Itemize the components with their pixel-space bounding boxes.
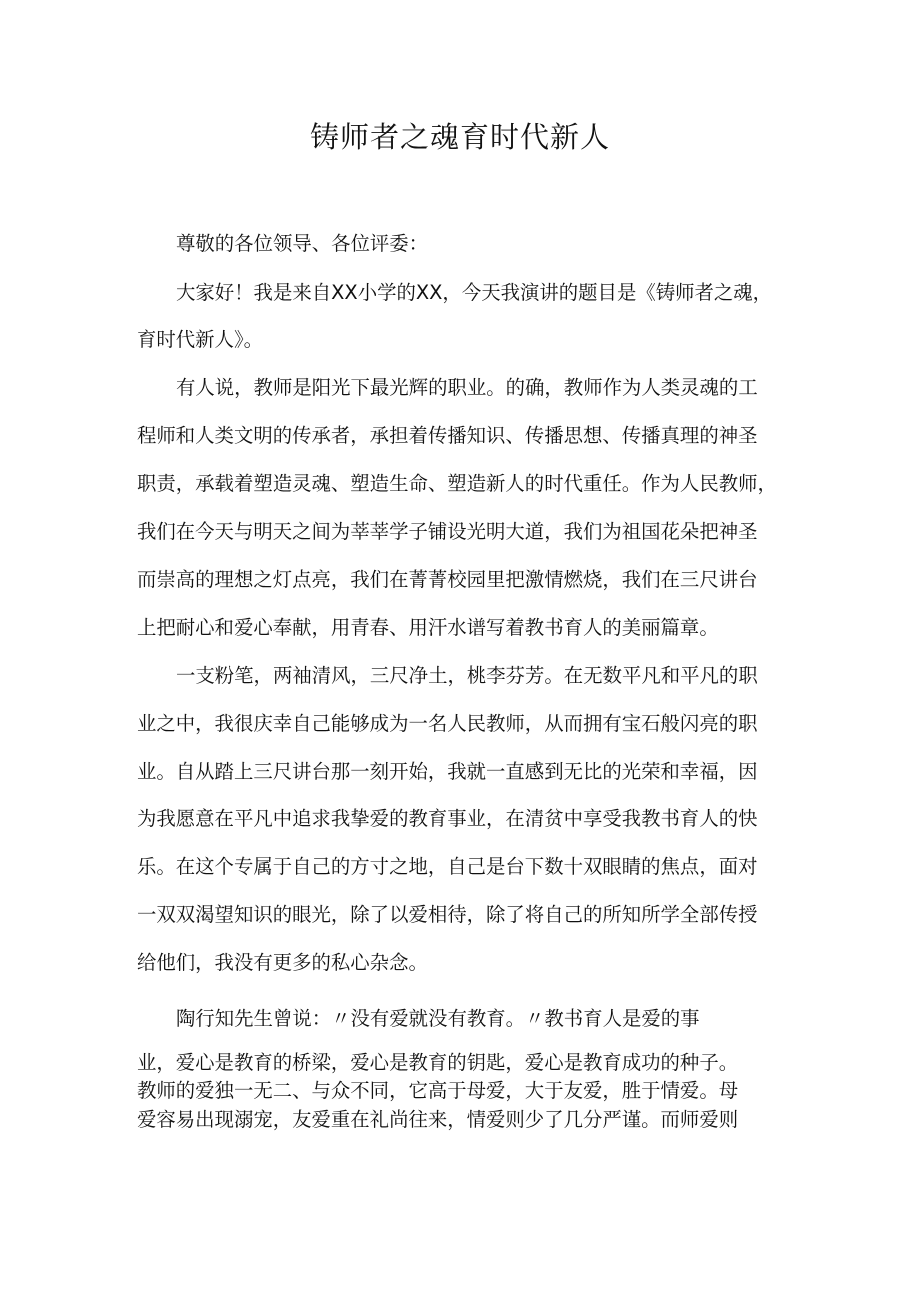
- paragraph-2-line-1: 有人说，教师是阳光下最光辉的职业。的确，教师作为人类灵魂的工: [176, 376, 758, 399]
- paragraph-3-line-5: 乐。在这个专属于自己的方寸之地，自己是台下数十双眼睛的焦点，面对: [137, 855, 758, 878]
- paragraph-3-line-6: 一双双渴望知识的眼光，除了以爱相待，除了将自己的所知所学全部传授: [137, 903, 758, 926]
- paragraph-3-line-2: 业之中，我很庆幸自己能够成为一名人民教师，从而拥有宝石般闪亮的职: [137, 712, 758, 735]
- paragraph-4-line-3: 教师的爱独一无二、与众不同，它高于母爱，大于友爱，胜于情爱。母: [137, 1079, 739, 1102]
- document-title: 铸师者之魂育时代新人: [309, 120, 610, 154]
- paragraph-4-line-2: 业，爱心是教育的桥梁，爱心是教育的钥匙，爱心是教育成功的种子。: [137, 1051, 739, 1074]
- paragraph-1-line-2: 育时代新人》。: [137, 328, 264, 351]
- salutation: 尊敬的各位领导、各位评委：: [176, 232, 429, 255]
- paragraph-4-line-1: 陶行知先生曾说：〃没有爱就没有教育。〃教书育人是爱的事: [176, 1007, 700, 1030]
- paragraph-2-line-6: 上把耐心和爱心奉献，用青春、用汗水谱写着教书育人的美丽篇章。: [137, 616, 719, 639]
- paragraph-2-line-2: 程师和人类文明的传承者，承担着传播知识、传播思想、传播真理的神圣: [137, 424, 758, 447]
- paragraph-2-line-3: 职责，承载着塑造灵魂、塑造生命、塑造新人的时代重任。作为人民教师，: [137, 472, 777, 495]
- paragraph-2-line-4: 我们在今天与明天之间为莘莘学子铺设光明大道，我们为祖国花朵把神圣: [137, 520, 758, 543]
- paragraph-3-line-3: 业。自从踏上三尺讲台那一刻开始，我就一直感到无比的光荣和幸福，因: [137, 760, 758, 783]
- paragraph-3-line-4: 为我愿意在平凡中追求我挚爱的教育事业，在清贫中享受我教书育人的快: [137, 807, 758, 830]
- paragraph-4-line-4: 爱容易出现溺宠，友爱重在礼尚往来，情爱则少了几分严谨。而师爱则: [137, 1108, 739, 1131]
- paragraph-2-line-5: 而崇高的理想之灯点亮，我们在菁菁校园里把激情燃烧，我们在三尺讲台: [137, 568, 758, 591]
- paragraph-1-line-1: 大家好！我是来自XX小学的XX，今天我演讲的题目是《铸师者之魂，: [176, 281, 773, 304]
- paragraph-3-line-7: 给他们，我没有更多的私心杂念。: [137, 951, 428, 974]
- paragraph-3-line-1: 一支粉笔，两袖清风，三尺净土，桃李芬芳。在无数平凡和平凡的职: [176, 664, 758, 687]
